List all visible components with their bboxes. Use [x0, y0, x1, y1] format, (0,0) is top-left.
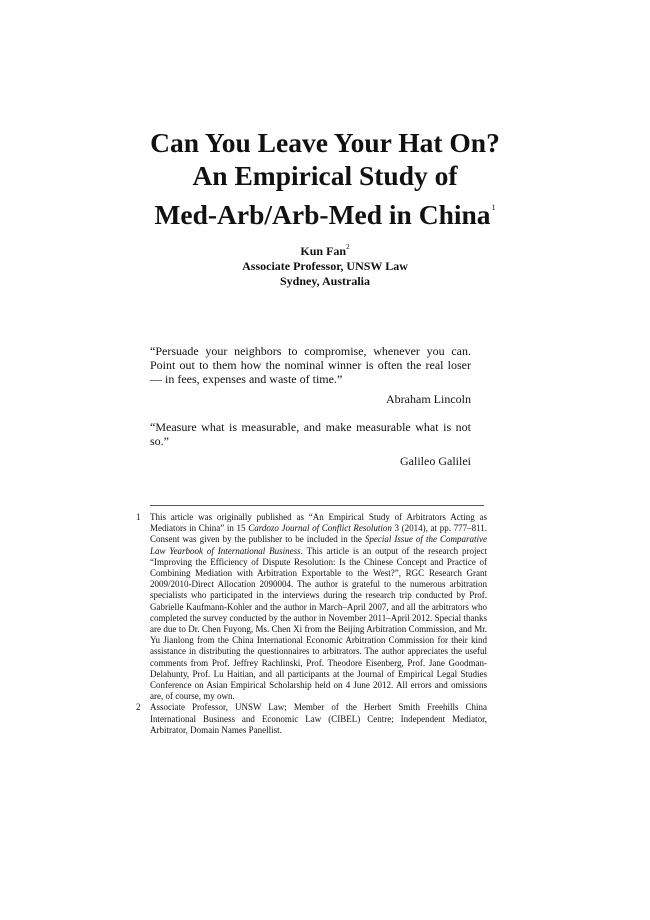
author-block [150, 240, 500, 289]
epigraph-attribution: Abraham Lincoln [386, 392, 471, 406]
title-line-3-text: Med-Arb/Arb-Med in China [154, 199, 491, 230]
journal-title: Cardozo Journal of Conflict Resolution [248, 523, 392, 534]
footnote-number: 1 [136, 512, 141, 522]
title-line-3 [100, 192, 550, 232]
epigraph-lincoln [150, 344, 471, 406]
footnotes-section [136, 512, 487, 736]
footnote-text: Associate Professor, UNSW Law; Member of the Herbert Smith Freehills China International Business and Economic Law (CIBEL) Centre; Independent Mediator, Arbitrator, Domain Names Panellist. [150, 702, 487, 735]
title-line-2: An Empirical Study of [192, 159, 458, 191]
footnote-2 [136, 702, 487, 736]
article-title [100, 127, 550, 232]
footnote-text [150, 512, 487, 702]
footnote-divider [150, 505, 484, 506]
author-footnote-marker[interactable]: 2 [346, 243, 350, 251]
author-position: Associate Professor, UNSW Law [242, 259, 408, 273]
epigraph-galilei [150, 420, 471, 468]
epigraph-attribution: Galileo Galilei [400, 454, 471, 468]
author-location: Sydney, Australia [279, 274, 371, 288]
author-name: Kun Fan [300, 244, 347, 258]
footnote-1-part2: 3 (2014), at pp. 777–811. Consent was given by the publisher to be included in the [150, 523, 487, 545]
special-issue-title: Special Issue of the Comparative Law Yearbook of International Business [150, 534, 487, 556]
footnote-1-part3: . This article is an output of the research project “Improving the Efficiency of Dispute Resolution: Is the Chinese Concept and Practice of Combining Mediation with Arbitration Exportable to the West?”, RGC Research Grant 2009/2010-Direct Allocation 2090004. The author is grateful to the numerous arbitration specialists who participated in the interviews during the research trip conducted by Prof. Gabrielle Kaufmann-Kohler and the author in March–April 2007, and all the arbitrators who completed the survey conducted by the author in November 2011–April 2012. Special thanks are due to Dr. Chen Fuyong, Ms. Chen Xi from the Beijing Arbitration Commission, and Mr. Yu Jianlong from the China International Economic Arbitration Commission for their kind assistance in distributing the questionnaires to arbitrators. The author appreciates the useful comments from Prof. Jeffrey Rachlinski, Prof. Theodore Eisenberg, Prof. Jane Goodman-Delahunty, Prof. Lu Haitian, and all participants at the Journal of Empirical Legal Studies Conference on Asian Empirical Scholarship held on 4 June 2012. All errors and omissions are, of course, my own. [150, 545, 487, 702]
epigraph-text: “Measure what is measurable, and make measurable what is not so.” [150, 420, 471, 448]
epigraph-text: “Persuade your neighbors to compromise, whenever you can. Point out to them how the nominal winner is often the real loser — in fees, expenses and waste of time.” [150, 344, 471, 386]
title-footnote-marker[interactable]: 1 [491, 203, 496, 212]
author-name-line [150, 240, 500, 259]
footnote-number: 2 [136, 702, 141, 713]
footnote-1-part1: This article was originally published as “An Empirical Study of Arbitrators Acting as Mediators in China” in 15 [150, 512, 487, 534]
title-line-1: Can You Leave Your Hat On? [150, 127, 500, 158]
footnote-1 [136, 512, 487, 702]
